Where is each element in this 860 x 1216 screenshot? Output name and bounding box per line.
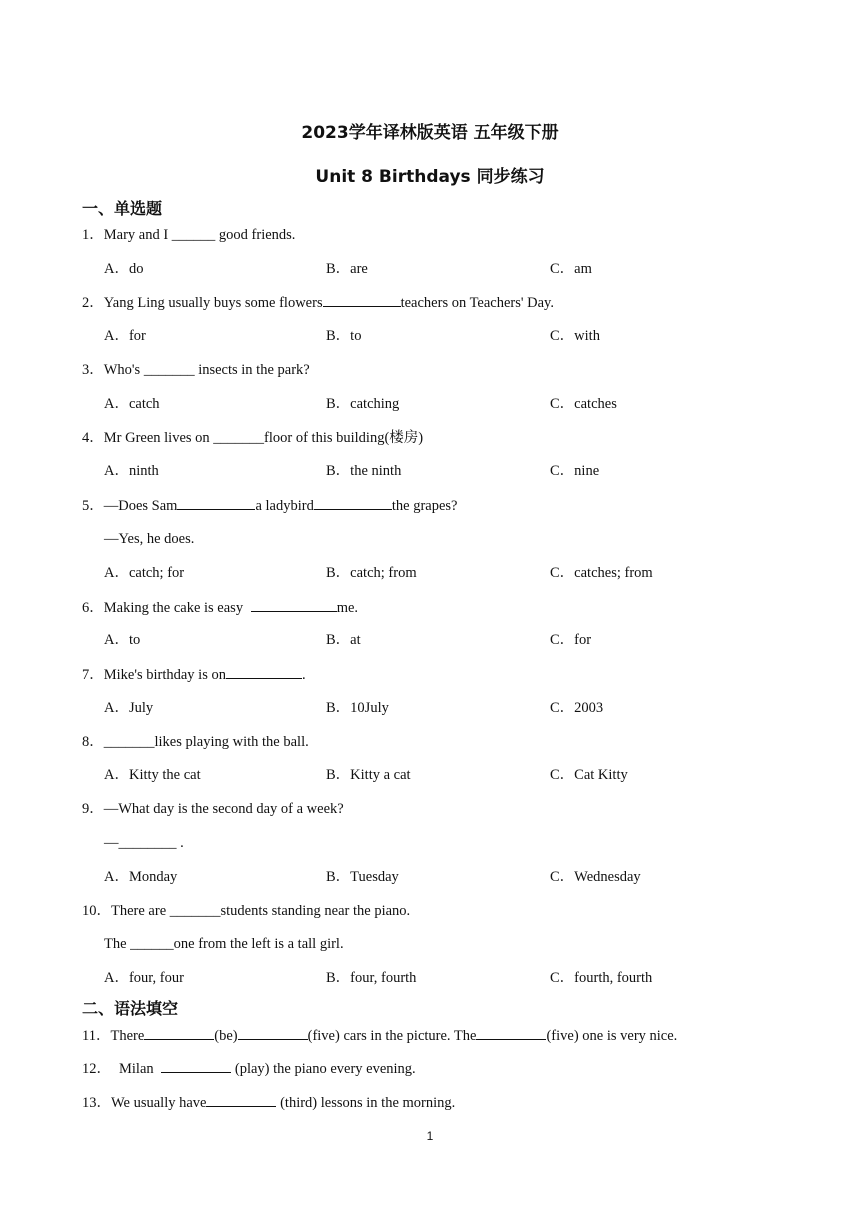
question-text-end: (play) the piano every evening.	[231, 1061, 416, 1077]
question-7	[82, 664, 306, 685]
question-number: 7．	[82, 667, 104, 683]
question-6	[82, 597, 358, 618]
question-9-reply: —________ .	[104, 835, 184, 851]
option-b: B．Kitty a cat	[326, 767, 411, 783]
question-11	[82, 1025, 677, 1046]
question-9	[82, 799, 344, 819]
question-text: Who's _______ insects in the park?	[103, 362, 310, 378]
option-c: C．am	[550, 261, 592, 277]
option-a: A．ninth	[104, 463, 159, 479]
question-text: Yang Ling usually buys some flowers	[103, 295, 323, 311]
answer-blank	[238, 1025, 308, 1040]
question-text: Mike's birthday is on	[103, 667, 226, 683]
option-a: A．July	[104, 700, 154, 716]
answer-blank	[144, 1025, 214, 1040]
option-b: B．Tuesday	[326, 869, 399, 885]
answer-blank	[251, 597, 337, 612]
question-text: We usually have	[111, 1095, 207, 1111]
answer-blank	[314, 495, 392, 510]
question-text-end: (third) lessons in the morning.	[276, 1095, 456, 1111]
option-a: A．to	[104, 632, 141, 648]
question-4	[82, 428, 423, 448]
question-2	[82, 292, 554, 313]
option-b: B．four, fourth	[326, 970, 417, 986]
question-number: 12．	[82, 1061, 111, 1077]
question-text-seg2: (five) cars in the picture. The	[307, 1028, 477, 1044]
question-text-end: teachers on Teachers' Day.	[400, 295, 554, 311]
option-b: B．10July	[326, 700, 389, 716]
answer-blank	[323, 292, 401, 307]
question-5	[82, 495, 457, 516]
question-text: Making the cake is easy	[103, 600, 247, 616]
question-text-seg1: (be)	[214, 1028, 238, 1044]
question-text: Milan	[119, 1061, 158, 1077]
question-number: 5．	[82, 498, 104, 514]
question-number: 11．	[82, 1028, 111, 1044]
question-number: 1．	[82, 227, 104, 243]
option-c: C．nine	[550, 463, 600, 479]
question-number: 4．	[82, 430, 104, 446]
question-number: 13．	[82, 1095, 111, 1111]
question-3	[82, 360, 310, 380]
option-b: B．are	[326, 261, 368, 277]
question-text: Mr Green lives on _______floor of this building(楼房)	[103, 430, 424, 446]
question-text: —What day is the second day of a week?	[103, 801, 344, 817]
question-text-mid: a ladybird	[255, 498, 314, 514]
question-number: 3．	[82, 362, 104, 378]
option-a: A．do	[104, 261, 144, 277]
option-c: C．catches	[550, 396, 617, 412]
option-b: B．to	[326, 328, 362, 344]
question-10	[82, 901, 410, 921]
page-subtitle: Unit 8 Birthdays 同步练习	[315, 167, 545, 187]
question-number: 8．	[82, 734, 104, 750]
question-number: 10．	[82, 903, 111, 919]
question-text-end: the grapes?	[391, 498, 458, 514]
option-b: B．catching	[326, 396, 400, 412]
option-b: B．at	[326, 632, 361, 648]
question-12	[82, 1058, 416, 1079]
option-a: A．Kitty the cat	[104, 767, 201, 783]
option-a: A．catch; for	[104, 565, 185, 581]
answer-blank	[476, 1025, 546, 1040]
option-b: B．the ninth	[326, 463, 402, 479]
option-a: A．for	[104, 328, 146, 344]
option-c: C．Cat Kitty	[550, 767, 628, 783]
page-number: 1	[426, 1129, 434, 1143]
answer-blank	[161, 1058, 231, 1073]
question-text: Mary and I ______ good friends.	[103, 227, 296, 243]
option-c: C．catches; from	[550, 565, 653, 581]
option-a: A．four, four	[104, 970, 184, 986]
answer-blank	[177, 495, 255, 510]
question-10-line2: The ______one from the left is a tall girl.	[104, 936, 344, 952]
answer-blank	[226, 664, 302, 679]
question-1	[82, 225, 295, 245]
section-heading-single-choice: 一、单选题	[82, 199, 163, 218]
question-text-seg3: (five) one is very nice.	[546, 1028, 678, 1044]
option-c: C．fourth, fourth	[550, 970, 653, 986]
answer-blank	[206, 1092, 276, 1107]
option-c: C．for	[550, 632, 592, 648]
question-text-end: .	[301, 667, 306, 683]
option-c: C．2003	[550, 700, 604, 716]
question-text: —Does Sam	[103, 498, 178, 514]
question-text: There are _______students standing near the piano.	[111, 903, 411, 919]
question-number: 2．	[82, 295, 104, 311]
option-c: C．with	[550, 328, 600, 344]
question-text: _______likes playing with the ball.	[103, 734, 309, 750]
option-a: A．catch	[104, 396, 160, 412]
question-8	[82, 732, 309, 752]
section-heading-grammar-fill: 二、语法填空	[82, 999, 179, 1018]
question-text-end: me.	[336, 600, 359, 616]
question-text: There	[110, 1028, 145, 1044]
question-number: 9．	[82, 801, 104, 817]
option-c: C．Wednesday	[550, 869, 641, 885]
question-number: 6．	[82, 600, 104, 616]
page-title: 2023学年译林版英语 五年级下册	[301, 123, 559, 143]
question-13	[82, 1092, 455, 1113]
option-b: B．catch; from	[326, 565, 417, 581]
option-a: A．Monday	[104, 869, 178, 885]
question-5-reply: —Yes, he does.	[104, 531, 195, 547]
